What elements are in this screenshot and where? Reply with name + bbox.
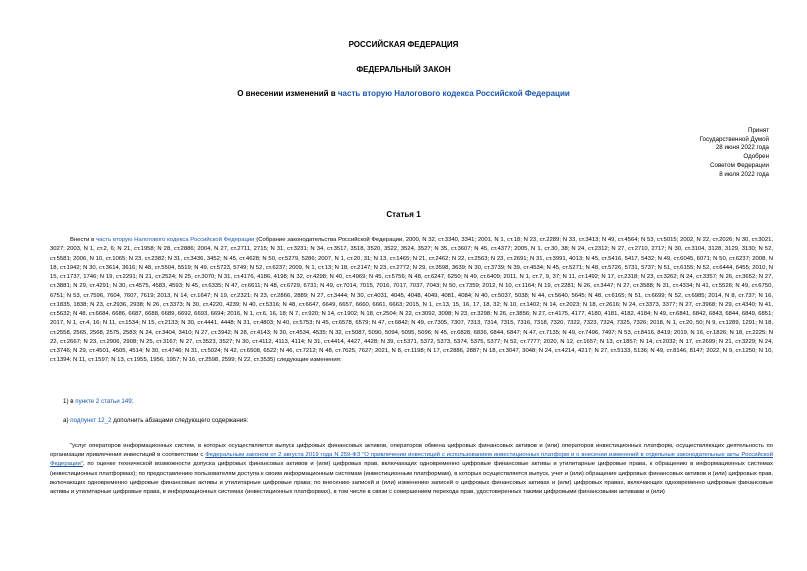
intro-prefix: Внести в xyxy=(70,237,95,243)
doc-type-heading: ФЕДЕРАЛЬНЫЙ ЗАКОН xyxy=(356,65,451,74)
law-title xyxy=(0,89,807,99)
quoted-text xyxy=(50,436,773,503)
acceptance-block xyxy=(700,127,769,179)
item1-suffix: : xyxy=(131,398,134,405)
acceptance-line: 8 июля 2022 года xyxy=(719,170,769,178)
acceptance-line: Советом Федерации xyxy=(710,161,769,169)
acceptance-line: Одобрен xyxy=(743,153,769,161)
intro-body: (Собрание законодательства Российской Федерации, 2000, N 32, ст.3340, 3341; 2001, N 1, ст.18; N 23, ст.2289; N 33, ст.3413; N 49, ст.4564; N 53, ст.5015; 2002, N 22, ст.2026; N 30, ст.3021, 3027; 2003, N 1, ст.2, 6; N 21, ст.1958; N 28, ст.2886; 2004, N 27, ст.2711, 2715; N 31, ст.3231; N 34, ст.3517, 3518, 3520, 3522, 3524, 3527; N 35, ст.3607; N 45, ст.4377; 2005, N 1, ст.30, 38; N 24, ст.2312; N 27, ст.2710, 2717; N 30, ст.3104, 3128, 3129, 3130; N 52, ст.5581; 2006, N 10, ст.1065; N 23, ст.2382; N 31, ст.3436, 3452; N 45, ст.4628; N 50, ст.5279, 5286; 2007, N 1, ст.20, 31; N 13, ст.1465; N 21, ст.2462; N 22, ст.2563; N 23, ст.2691; N 31, ст.3991, 4013; N 45, ст.5416, 5417, 5432; N 49, ст.6045, 6071; N 50, ст.6237; 2008, N 18, ст.1942; N 30, ст.3614, 3616; N 48, ст.5504, 5519; N 49, ст.5723, 5749; N 52, ст.6237; 2009, N 1, ст.13; N 18, ст.2147; N 23, ст.2772; N 29, ст.3598, 3639; N 30, ст.3739; N 39, ст.4534; N 45, ст.5271; N 48, ст.5726, 5731, 5737; N 51, ст.6155; N 52, ст.6444, 6455; 2010, N 15, ст.1737, 1746; N 19, ст.2291; N 21, ст.2524; N 25, ст.3070; N 31, ст.4176, 4186, 4198; N 32, ст.4298; N 40, ст.4969; N 45, ст.5756; N 48, ст.6247, 6250; N 49, ст.6409; 2011, N 1, ст.7, 9, 37; N 11, ст.1492; N 17, ст.2318; N 23, ст.3262; N 24, ст.3357; N 26, ст.3652; N 27, ст.3881; N 29, ст.4291; N 30, ст.4575, 4583, 4593; N 45, ст.6335; N 47, ст.6611; N 48, ст.6729, 6731; N 49, ст.7014, 7015, 7016, 7017, 7037, 7043; N 50, ст.7359; 2012, N 10, ст.1164; N 19, ст.2281; N 26, ст.3447; N 27, ст.3588; N 31, ст.4334; N 41, ст.5526; N 49, ст.6750, 6751; N 53, ст.7596, 7604, 7607, 7619; 2013, N 14, ст.1647; N 19, ст.2321; N 23, ст.2866, 2889; N 27, ст.3444; N 30, ст.4031, 4045, 4048, 4049, 4081, 4084; N 40, ст.5037, 5038; N 44, ст.5640, 5645; N 48, ст.6165; N 51, ст.6699; N 52, ст.6985; 2014, N 8, ст.737; N 16, ст.1835, 1838; N 23, ст.2936, 2938; N 26, ст.3373; N 30, ст.4220, 4239; N 40, ст.5316; N 48, ст.6647, 6649, 6657, 6660, 6661, 6663; 2015, N 1, ст.13, 15, 16, 17, 18, 32; N 10, ст.1402; N 14, ст.2023; N 18, ст.2616; N 24, ст.3373, 3377; N 27, ст.3968; N 29, ст.4340; N 41, ст.5632; N 48, ст.6684, 6686, 6687, 6688, 6689, 6692, 6693, 6694; 2016, N 1, ст.6, 16, 18; N 7, ст.920; N 14, ст.1902; N 18, ст.2504; N 22, ст.3092, 3098; N 23, ст.3298; N 26, ст.3856; N 27, ст.4175, 4177, 4180, 4181, 4182, 4184; N 49, ст.6841, 6842, 6843, 6844, 6849, 6851; 2017, N 1, ст.4, 16; N 11, ст.1534; N 15, ст.2133; N 30, ст.4441, 4448; N 31, ст.4803; N 40, ст.5753; N 45, ст.6578, 6579; N 47, ст.6842; N 49, ст.7305, 7307, 7313, 7314, 7315, 7316, 7318, 7320, 7322, 7323, 7324, 7325, 7326; 2018, N 1, ст.20, 50; N 9, ст.1289, 1291; N 18, ст.2558, 2565, 2568, 2575, 2583; N 24, ст.3404, 3410; N 27, ст.3942; N 28, ст.4143; N 30, ст.4534, 4535; N 32, ст.5087, 5090, 5094, 5095, 5096; N 45, ст.6828, 6836, 6844, 6847; N 47, ст.7135; N 49, ст.7496, 7497; N 53, ст.8416, 8419; 2019, N 16, ст.1826; N 18, ст.2225; N 22, ст.2667; N 23, ст.2906, 2908; N 25, ст.3167; N 27, ст.3523, 3527; N 30, ст.4112, 4113, 4114; N 31, ст.4414, 4427, 4428; N 39, ст.5371, 5372, 5373, 5374, 5375, 5377; N 52, ст.7777; 2020, N 12, ст.1657; N 13, ст.1857; N 14, ст.2032; N 17, ст.2699; N 21, ст.3229; N 24, ст.3746; N 29, ст.4501, 4505, 4514; N 30, ст.4746; N 31, ст.5024; N 42, ст.6508, 6522; N 46, ст.7212; N 48, ст.7625, 7627; 2021, N 8, ст.1198; N 17, ст.2886, 2887; N 18, ст.3047, 3048; N 24, ст.4214, 4217; N 27, ст.5133, 5136; N 49, ст.8146, 8147; 2022, N 9, ст.1250; N 10, ст.1394; N 11, ст.1597; N 13, ст.1955, 1956, 1957; N 16, ст.2598, 2599; N 22, ст.3535) следующие изменения: xyxy=(50,237,774,364)
item-2 xyxy=(63,416,248,425)
quote-link[interactable]: Федеральным законом от 2 августа 2019 года N 259-ФЗ "О привлечении инвестиций с использованием инвестиционных платформ и о внесении изменений в отдельные законодательные акты Российской Федерации" xyxy=(50,452,773,468)
acceptance-line: Принят xyxy=(748,127,769,134)
law-title-prefix: О внесении изменений в xyxy=(237,89,336,98)
item2-link[interactable]: подпункт 12_2 xyxy=(70,417,112,424)
quote-part2: , по оценке технической возможности допуска цифровых финансовых активов и (или) цифровых прав, включающих одновременно цифровые финансовые активы и утилитарные цифровые права, к обращению в информационных системах (инвестиционных платформах); по предоставлению пользователям доступа к своим информационным системам (инвестиционным платформам), в которых осуществляется выпуск, учет и (или) обращение цифровых финансовых активов и (или) цифровых прав, включающих одновременно цифровые финансовые активы и утилитарные цифровые права; по внесению записей и (или) изменению записей о цифровых финансовых активах и (или) цифровых правах, включающих одновременно цифровые финансовые активы и утилитарные цифровые права, в информационных системах (инвестиционных платформах), в том числе в связи с совершением перехода прав, удостоверенных такими цифровыми финансовыми активами и (или) xyxy=(50,461,773,496)
article-heading: Статья 1 xyxy=(386,210,421,219)
law-title-link[interactable]: часть вторую Налогового кодекса Российской Федерации xyxy=(337,89,570,98)
acceptance-line: 28 июня 2022 года xyxy=(715,144,769,152)
item2-suffix: дополнить абзацами следующего содержания: xyxy=(113,417,249,424)
acceptance-line: Государственной Думой xyxy=(699,135,769,143)
item1-link[interactable]: пункте 2 статьи 149 xyxy=(75,398,132,405)
article-intro xyxy=(50,236,773,366)
quote-part1: "услуг операторов информационных систем, в которых осуществляется выпуск цифровых финансовых активов, операторов обмена цифровых финансовых активов и (или) операторов инвестиционных платформ, осуществляющих деятельность по организации привлечения инвестиций в соответствии с xyxy=(50,442,773,459)
intro-link[interactable]: часть вторую Налогового кодекса Российской Федерации xyxy=(96,237,255,243)
country-heading: РОССИЙСКАЯ ФЕДЕРАЦИЯ xyxy=(348,40,459,49)
item2-prefix: а) xyxy=(63,417,69,424)
item-1 xyxy=(63,397,133,406)
item1-prefix: 1) в xyxy=(63,398,74,405)
